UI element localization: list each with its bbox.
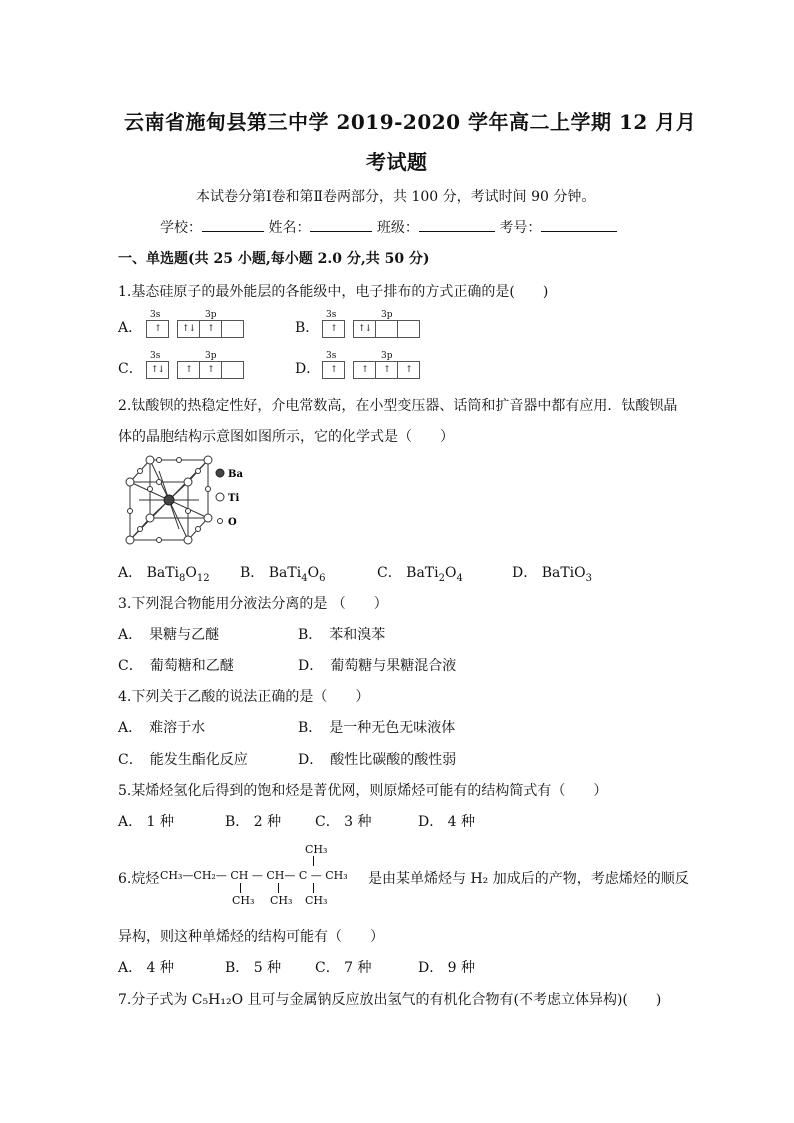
- orbital-3p-box: [177, 320, 244, 338]
- formula-bottom-methyl-1: CH₃: [232, 894, 255, 907]
- question-2-option-d[interactable]: D． BaTiO$_3$: [512, 565, 592, 584]
- legend-o: O: [228, 517, 237, 528]
- orbital-3s-box: [322, 320, 345, 338]
- question-3-option-d[interactable]: D． 葡萄糖与果糖混合液: [298, 658, 457, 674]
- orbital-3s-label: 3s: [150, 351, 161, 361]
- structural-formula: [160, 843, 366, 905]
- orbital-cell: ↑: [376, 362, 398, 378]
- orbital-3p-box: [177, 361, 244, 379]
- orbital-cell: [398, 321, 419, 337]
- orbital-3s-label: 3s: [326, 351, 337, 361]
- question-6-suffix: 是由某单烯烃与 H₂ 加成后的产物，考虑烯烃的顺反: [368, 871, 689, 887]
- question-6-option-d[interactable]: D． 9 种: [418, 960, 476, 976]
- name-label: 姓名：: [268, 220, 311, 236]
- student-info-line: [160, 217, 617, 237]
- orbital-cell: ↑: [200, 321, 222, 337]
- page-title-line2: 考试题: [366, 150, 428, 174]
- page-title: 云南省施甸县第三中学 2019-2020 学年高二上学期 12 月月: [124, 110, 697, 134]
- formula-top-methyl: CH₃: [305, 843, 328, 856]
- orbital-cell: ↑: [405, 365, 412, 375]
- question-6-prefix: 6.烷烃: [118, 871, 160, 887]
- orbital-cell: [376, 321, 398, 337]
- orbital-3s-box: [146, 361, 169, 379]
- question-4-option-d[interactable]: D． 酸性比碳酸的酸性弱: [298, 752, 457, 768]
- orbital-cell: ↑: [200, 362, 222, 378]
- question-2-stem-line2: 体的晶胞结构示意图如图所示，它的化学式是（ ）: [118, 429, 454, 445]
- orbital-3p-box: [353, 320, 420, 338]
- school-blank[interactable]: [202, 219, 264, 232]
- formula-bottom-methyl-3: CH₃: [305, 894, 328, 907]
- question-3-stem: 3.下列混合物能用分液法分离的是 （ ）: [118, 596, 388, 612]
- section-heading: 一、单选题(共 25 小题,每小题 2.0 分,共 50 分): [118, 251, 430, 267]
- formula-bottom-methyl-2: CH₃: [270, 894, 293, 907]
- formula-top-bond: [313, 856, 314, 866]
- orbital-cell: ↑↓: [178, 321, 200, 337]
- orbital-cell: ↑: [330, 324, 337, 334]
- orbital-3p-label: 3p: [381, 310, 393, 320]
- orbital-cell: [222, 321, 243, 337]
- question-3-option-c[interactable]: C． 葡萄糖和乙醚: [118, 658, 234, 674]
- question-5-option-a[interactable]: A． 1 种: [118, 814, 174, 830]
- question-7-stem: 7.分子式为 C₅H₁₂O 且可与金属钠反应放出氢气的有机化合物有(不考虑立体异构)( ): [118, 992, 662, 1008]
- question-1-stem: 1.基态硅原子的最外能层的各能级中，电子排布的方式正确的是( ): [118, 284, 549, 300]
- formula-main-chain: CH₃—CH₂— CH — CH— C — CH₃: [160, 869, 348, 882]
- orbital-cell: [222, 362, 243, 378]
- question-5-option-c[interactable]: C． 3 种: [315, 814, 372, 830]
- orbital-3p-label: 3p: [205, 351, 217, 361]
- orbital-cell: ↑: [330, 365, 337, 375]
- question-6-option-a[interactable]: A． 4 种: [118, 960, 174, 976]
- class-label: 班级：: [376, 220, 419, 236]
- formula-bond-1: [240, 883, 241, 893]
- question-6-stem-line2: 异构，则这种单烯烃的结构可能有（ ）: [118, 929, 384, 945]
- question-2-option-c[interactable]: C． $BaTi_2O_4$: [377, 565, 463, 584]
- question-4-stem: 4.下列关于乙酸的说法正确的是（ ）: [118, 689, 370, 705]
- question-5-option-b[interactable]: B． 2 种: [225, 814, 282, 830]
- name-blank[interactable]: [310, 219, 372, 232]
- orbital-3p-box: [353, 361, 420, 379]
- legend-ti: Ti: [228, 493, 240, 504]
- orbital-3s-label: 3s: [150, 310, 161, 320]
- question-1-option-b-label[interactable]: B．: [295, 320, 320, 336]
- question-2-option-b[interactable]: B． $BaTi_4O_6$: [240, 565, 326, 584]
- question-1-option-a-label[interactable]: A．: [118, 320, 143, 336]
- question-4-option-b[interactable]: B． 是一种无色无味液体: [298, 720, 456, 736]
- exam-intro: 本试卷分第Ⅰ卷和第Ⅱ卷两部分，共 100 分，考试时间 90 分钟。: [196, 189, 596, 205]
- question-2-option-a[interactable]: A． $BaTi_8O_{12}$: [118, 565, 210, 584]
- legend-ba: Ba: [228, 469, 243, 480]
- orbital-cell: ↑: [154, 324, 161, 334]
- school-label: 学校：: [160, 220, 202, 236]
- question-1-option-c-label[interactable]: C．: [118, 361, 143, 377]
- orbital-cell: ↑: [178, 362, 200, 378]
- question-5-option-d[interactable]: D． 4 种: [418, 814, 476, 830]
- orbital-3p-label: 3p: [381, 351, 393, 361]
- question-3-option-a[interactable]: A． 果糖与乙醚: [118, 627, 220, 643]
- question-6-option-b[interactable]: B． 5 种: [225, 960, 282, 976]
- orbital-3p-label: 3p: [205, 310, 217, 320]
- question-5-stem: 5.某烯烃氢化后得到的饱和烃是菁优网，则原烯烃可能有的结构简式有（ ）: [118, 783, 608, 799]
- orbital-3s-box: [146, 320, 169, 338]
- orbital-cell: ↑: [354, 362, 376, 378]
- question-6-option-c[interactable]: C． 7 种: [315, 960, 372, 976]
- orbital-3s-label: 3s: [326, 310, 337, 320]
- orbital-cell: ↑↓: [354, 321, 376, 337]
- question-2-stem-line1: 2.钛酸钡的热稳定性好，介电常数高，在小型变压器、话筒和扩音器中都有应用．钛酸钡晶: [118, 398, 678, 414]
- orbital-3s-box: [322, 361, 345, 379]
- question-1-option-d-label[interactable]: D．: [295, 361, 321, 377]
- crystal-cell-diagram: [124, 455, 254, 555]
- formula-bond-2: [278, 883, 279, 893]
- number-label: 考号：: [499, 220, 542, 236]
- question-4-option-c[interactable]: C． 能发生酯化反应: [118, 752, 248, 768]
- question-3-option-b[interactable]: B． 苯和溴苯: [298, 627, 386, 643]
- question-4-option-a[interactable]: A． 难溶于水: [118, 720, 206, 736]
- number-blank[interactable]: [541, 219, 617, 232]
- orbital-cell: ↑↓: [150, 365, 165, 375]
- formula-bond-3: [313, 883, 314, 893]
- class-blank[interactable]: [419, 219, 495, 232]
